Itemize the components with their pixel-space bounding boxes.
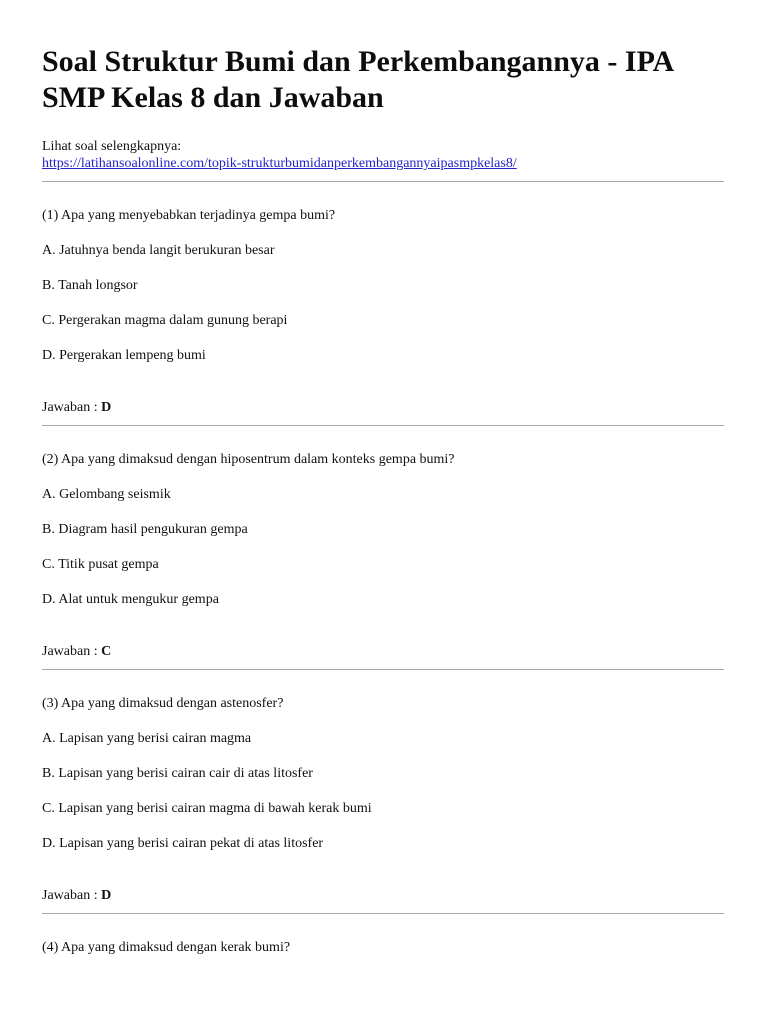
option-b: B. Lapisan yang berisi cairan cair di atas litosfer: [42, 766, 313, 781]
option-c: C. Lapisan yang berisi cairan magma di bawah kerak bumi: [42, 801, 372, 816]
option-d: D. Pergerakan lempeng bumi: [42, 348, 206, 363]
document-page: [42, 44, 724, 956]
answer-label: Jawaban :: [42, 888, 98, 903]
answer-line: [42, 887, 724, 904]
answer-label: Jawaban :: [42, 644, 98, 659]
question-text: (1) Apa yang menyebabkan terjadinya gempa bumi?: [42, 208, 336, 223]
answer-line: [42, 399, 724, 416]
option-c: C. Titik pusat gempa: [42, 557, 159, 572]
source-link[interactable]: https://latihansoalonline.com/topik-strukturbumidanperkembangannyaipasmpkelas8/: [42, 156, 517, 171]
question-text: (3) Apa yang dimaksud dengan astenosfer?: [42, 696, 284, 711]
question-4: [42, 939, 724, 956]
question-3: [42, 695, 724, 904]
divider: [42, 913, 724, 914]
option-a: A. Gelombang seismik: [42, 487, 171, 502]
divider: [42, 181, 724, 182]
option-a: A. Lapisan yang berisi cairan magma: [42, 731, 252, 746]
question-text: (2) Apa yang dimaksud dengan hiposentrum dalam konteks gempa bumi?: [42, 452, 455, 467]
option-b: B. Tanah longsor: [42, 278, 138, 293]
option-d: D. Lapisan yang berisi cairan pekat di atas litosfer: [42, 836, 324, 851]
intro: [42, 138, 724, 172]
divider: [42, 669, 724, 670]
answer-value: D: [101, 888, 112, 903]
answer-label: Jawaban :: [42, 400, 98, 415]
question-1: [42, 207, 724, 416]
answer-value: D: [101, 400, 112, 415]
option-b: B. Diagram hasil pengukuran gempa: [42, 522, 248, 537]
answer-line: [42, 643, 724, 660]
intro-label: Lihat soal selengkapnya:: [42, 139, 182, 154]
option-a: A. Jatuhnya benda langit berukuran besar: [42, 243, 275, 258]
option-d: D. Alat untuk mengukur gempa: [42, 592, 219, 607]
question-2: [42, 451, 724, 660]
page-title: Soal Struktur Bumi dan Perkembangannya - IPA SMP Kelas 8 dan Jawaban: [42, 45, 673, 114]
option-c: C. Pergerakan magma dalam gunung berapi: [42, 313, 288, 328]
answer-value: C: [101, 644, 112, 659]
question-text: (4) Apa yang dimaksud dengan kerak bumi?: [42, 940, 291, 955]
divider: [42, 425, 724, 426]
